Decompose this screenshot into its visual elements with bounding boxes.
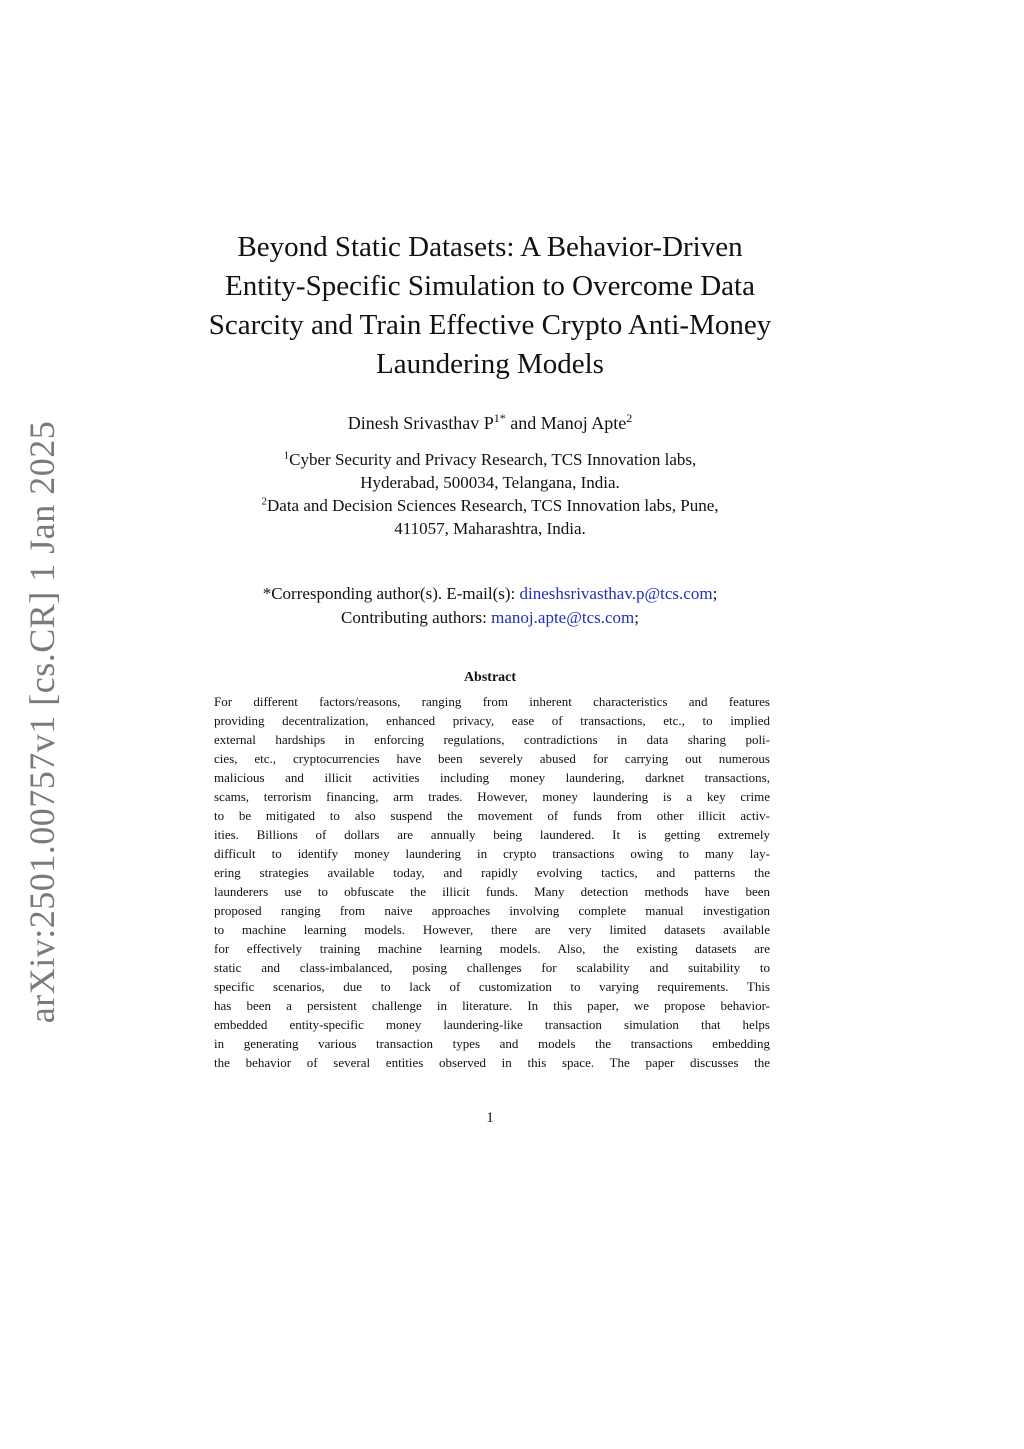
abstract-line: difficult to identify money laundering in crypto transactions owing to many lay- — [214, 846, 770, 861]
author-affiliation-mark: 2 — [626, 411, 633, 425]
affiliation-list — [200, 448, 780, 540]
abstract-line: has been a persistent challenge in literature. In this paper, we propose behavior- — [214, 998, 770, 1013]
abstract-heading: Abstract — [463, 670, 517, 685]
author-joiner: and — [505, 413, 541, 433]
corresponding-author-line — [180, 582, 800, 606]
author-list — [190, 410, 790, 436]
abstract-line: static and class-imbalanced, posing challenges for scalability and suitability to — [214, 960, 770, 975]
affiliation-continued: Hyderabad, 500034, Telangana, India. — [360, 473, 620, 492]
title-line: Entity-Specific Simulation to Overcome Data — [225, 270, 755, 302]
corresponding-email-link[interactable]: dineshsrivasthav.p@tcs.com — [519, 584, 713, 603]
contact-block — [180, 582, 800, 630]
abstract-line: For different factors/reasons, ranging from inherent characteristics and features — [214, 694, 770, 709]
abstract-line: ering strategies available today, and rapidly evolving tactics, and patterns the — [214, 865, 770, 880]
abstract-line: malicious and illicit activities including money laundering, darknet transactions, — [214, 770, 770, 785]
affiliation-mark: 2 — [261, 495, 267, 508]
abstract-line: in generating various transaction types and models the transactions embedding — [214, 1036, 770, 1051]
abstract-line: providing decentralization, enhanced privacy, ease of transactions, etc., to implied — [214, 713, 770, 728]
abstract-line: proposed ranging from naive approaches involving complete manual investigation — [214, 903, 770, 918]
title-line: Beyond Static Datasets: A Behavior-Driven — [237, 231, 743, 263]
corresponding-suffix: ; — [712, 584, 718, 603]
title-line: Laundering Models — [376, 348, 604, 380]
author-name: Manoj Apte — [540, 413, 627, 433]
abstract-line: ities. Billions of dollars are annually being laundered. It is getting extremely — [214, 827, 770, 842]
abstract-line: scams, terrorism financing, arm trades. However, money laundering is a key crime — [214, 789, 770, 804]
abstract-body — [214, 692, 770, 1072]
affiliation-text: Cyber Security and Privacy Research, TCS Innovation labs, — [289, 450, 697, 469]
author-name: Dinesh Srivasthav P — [347, 413, 494, 433]
abstract-line: the behavior of several entities observed in this space. The paper discusses the — [214, 1055, 770, 1070]
contributing-authors-line — [180, 606, 800, 630]
abstract-line: launderers use to obfuscate the illicit funds. Many detection methods have been — [214, 884, 770, 899]
abstract-line: external hardships in enforcing regulations, contradictions in data sharing poli- — [214, 732, 770, 747]
contributing-email-link[interactable]: manoj.apte@tcs.com — [491, 608, 635, 627]
author-affiliation-mark: 1* — [493, 411, 506, 425]
arxiv-identifier-stamp: arXiv:2501.00757v1 [cs.CR] 1 Jan 2025 — [22, 420, 62, 1024]
contributing-prefix: Contributing authors: — [340, 608, 492, 627]
affiliation-mark: 1 — [283, 449, 290, 462]
paper-title — [190, 228, 790, 384]
affiliation-text: Data and Decision Sciences Research, TCS Innovation labs, Pune, — [267, 496, 719, 515]
abstract-line: specific scenarios, due to lack of customization to varying requirements. This — [214, 979, 770, 994]
affiliation — [200, 448, 780, 471]
abstract-line: for effectively training machine learning models. Also, the existing datasets are — [214, 941, 770, 956]
abstract-line: cies, etc., cryptocurrencies have been severely abused for carrying out numerous — [214, 751, 770, 766]
corresponding-prefix: *Corresponding author(s). E-mail(s): — [262, 584, 520, 603]
abstract-line: to be mitigated to also suspend the movement of funds from other illicit activ- — [214, 808, 770, 823]
affiliation — [200, 494, 780, 517]
abstract-line: embedded entity-specific money laundering-like transaction simulation that helps — [214, 1017, 770, 1032]
title-line: Scarcity and Train Effective Crypto Anti-Money — [208, 309, 772, 341]
affiliation-continued: 411057, Maharashtra, India. — [394, 519, 586, 538]
contributing-suffix: ; — [634, 608, 640, 627]
page-number: 1 — [486, 1110, 494, 1126]
abstract-line: to machine learning models. However, there are very limited datasets available — [214, 922, 770, 937]
